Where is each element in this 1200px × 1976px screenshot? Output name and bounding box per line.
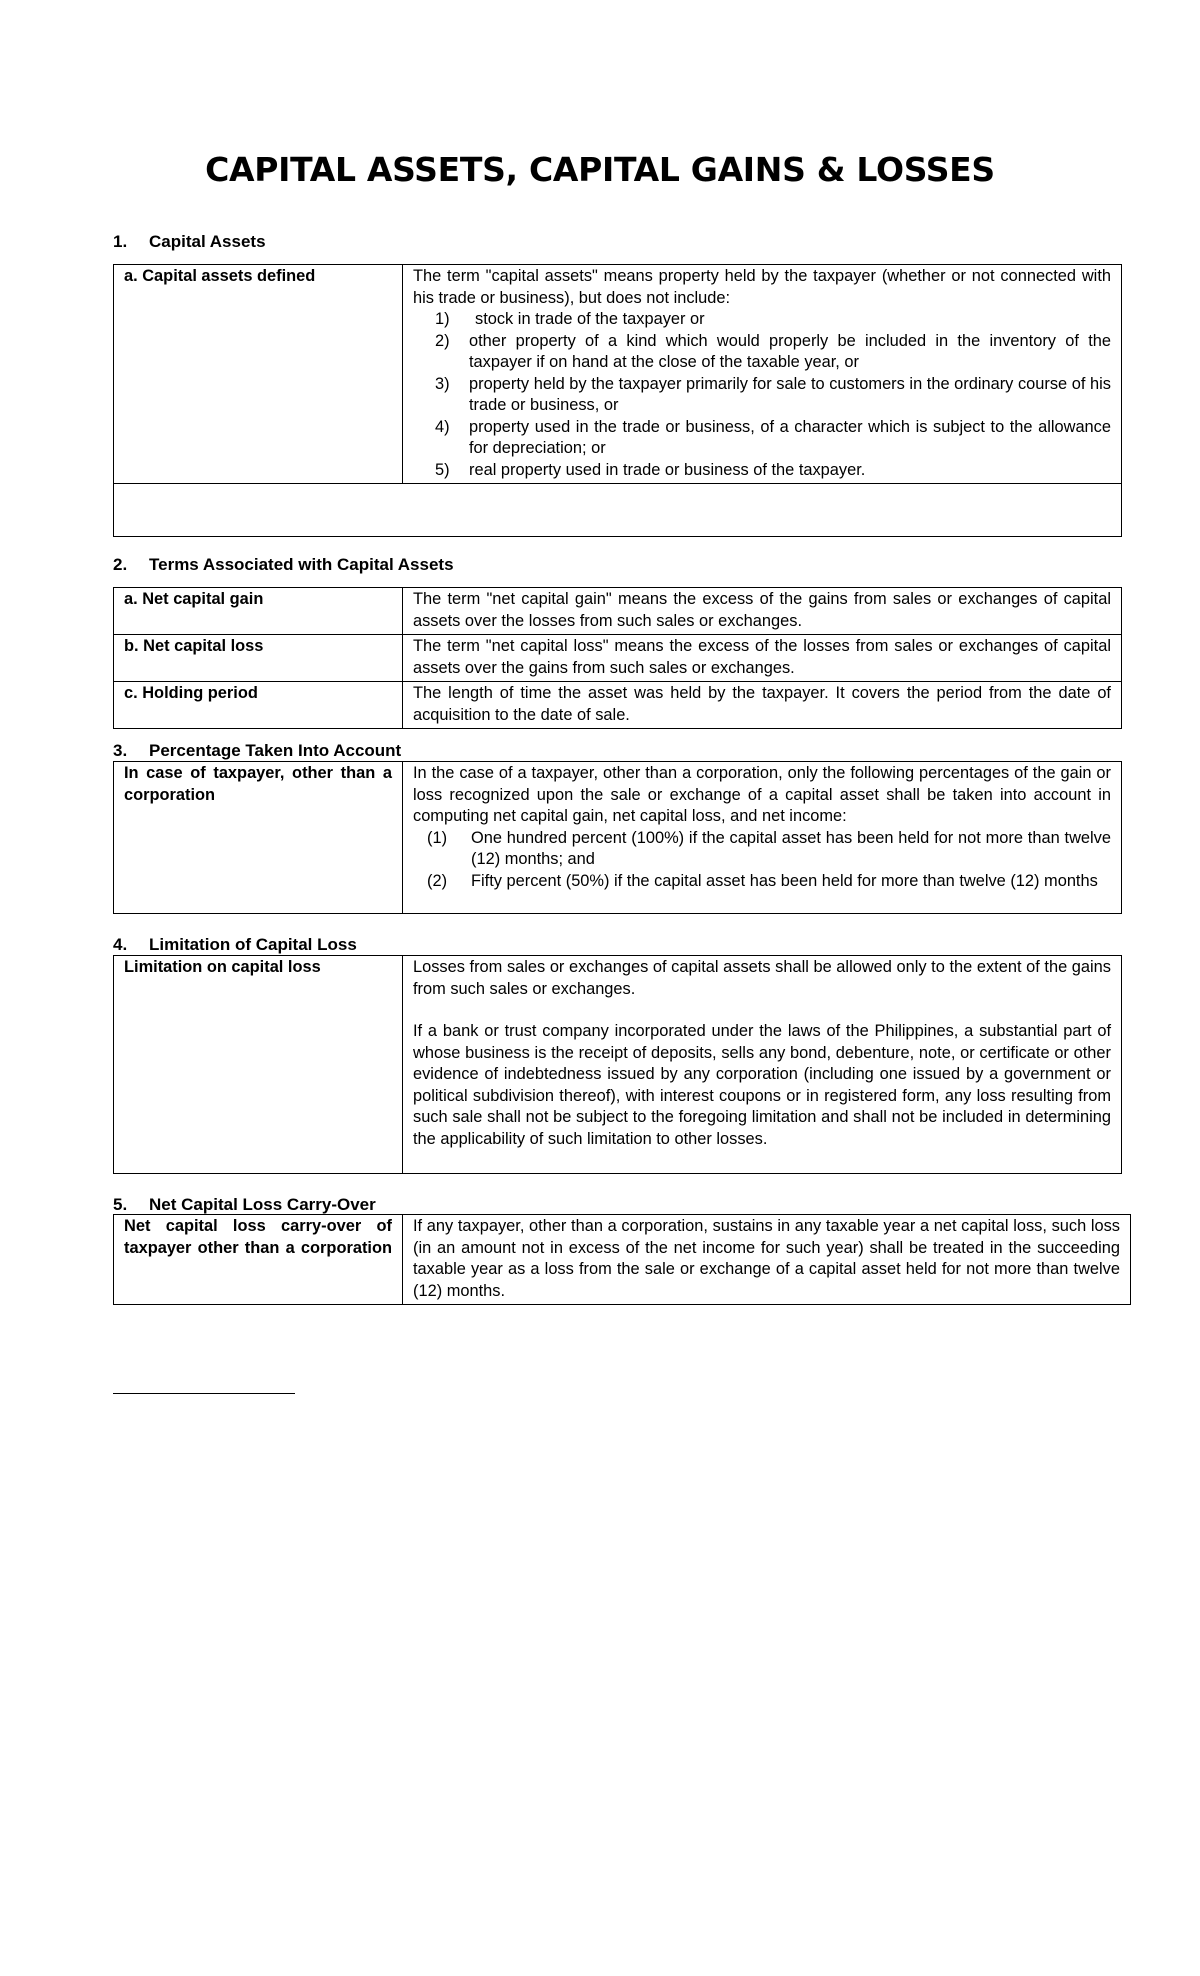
percentage-table: [113, 761, 1122, 914]
paragraph: Losses from sales or exchanges of capital assets shall be allowed only to the extent of the gains from such sales or exchanges.: [413, 958, 1111, 998]
limitation-table: [113, 955, 1122, 1174]
term-capital-assets-defined: a. Capital assets defined: [114, 265, 403, 484]
definition-limitation: [403, 956, 1122, 1174]
term-net-capital-loss: b. Net capital loss: [114, 635, 403, 682]
terms-table: [113, 587, 1122, 729]
definition-net-capital-gain: The term "net capital gain" means the excess of the gains from sales or exchanges of capital assets over the losses from such sales or exchanges.: [403, 588, 1122, 635]
term-net-capital-gain: a. Net capital gain: [114, 588, 403, 635]
section-title: Terms Associated with Capital Assets: [149, 555, 454, 574]
section-heading-capital-assets: [113, 232, 266, 252]
definition-percentage: [403, 762, 1122, 914]
definition-capital-assets: [403, 265, 1122, 484]
section-title: Capital Assets: [149, 232, 266, 251]
term-holding-period: c. Holding period: [114, 682, 403, 729]
section-title: Limitation of Capital Loss: [149, 935, 357, 954]
section-number: 3.: [113, 741, 128, 760]
section-number: 2.: [113, 555, 128, 574]
footnote-separator: [113, 1393, 295, 1394]
definition-net-capital-loss: The term "net capital loss" means the excess of the losses from sales or exchanges of capital assets over the gains from such sales or exchanges.: [403, 635, 1122, 682]
term-net-capital-loss-carry-over: Net capital loss carry-over of taxpayer other than a corporation: [114, 1215, 403, 1305]
capital-assets-table: [113, 264, 1122, 537]
exclusion-list: [413, 309, 1111, 481]
percentage-list: [413, 828, 1111, 893]
list-item: 4) property used in the trade or business, of a character which is subject to the allowance for depreciation; or: [435, 417, 1111, 457]
list-item: (1) One hundred percent (100%) if the capital asset has been held for not more than twelve (12) months; and: [427, 828, 1111, 868]
list-item: (2) Fifty percent (50%) if the capital asset has been held for more than twelve (12) months: [427, 871, 1098, 890]
section-title: Percentage Taken Into Account: [149, 741, 402, 760]
term-limitation-on-capital-loss: Limitation on capital loss: [114, 956, 403, 1174]
section-heading-carry-over: [113, 1195, 376, 1215]
section-heading-percentage: [113, 741, 401, 761]
page-title: CAPITAL ASSETS, CAPITAL GAINS & LOSSES: [205, 150, 995, 189]
list-item: 2) other property of a kind which would properly be included in the inventory of the taxpayer if on hand at the close of the taxable year, or: [435, 331, 1111, 371]
term-taxpayer-other-than-corporation: In case of taxpayer, other than a corporation: [114, 762, 403, 914]
paragraph: If a bank or trust company incorporated under the laws of the Philippines, a substantial part of whose business is the receipt of deposits, sells any bond, debenture, note, or certificate or other evidence of indebtedness issued by any corporation (including one issued by a government or political subdivision thereof), with interest coupons or in registered form, any loss resulting from such sale shall not be subject to the foregoing limitation and shall not be included in determining the applicability of such limitation to other losses.: [413, 1022, 1111, 1148]
list-item: 3) property held by the taxpayer primarily for sale to customers in the ordinary course of his trade or business, or: [435, 374, 1111, 414]
section-number: 5.: [113, 1195, 128, 1214]
definition-intro: The term "capital assets" means property held by the taxpayer (whether or not connected with his trade or business), but does not include:: [413, 267, 1111, 307]
empty-row: [114, 484, 1122, 537]
list-item: 1) stock in trade of the taxpayer or: [435, 310, 705, 328]
section-heading-terms: [113, 555, 454, 575]
definition-intro: In the case of a taxpayer, other than a corporation, only the following percentages of the gain or loss recognized upon the sale or exchange of a capital asset shall be taken into account in computing net capital gain, net capital loss, and net income:: [413, 764, 1111, 825]
definition-carry-over: If any taxpayer, other than a corporation, sustains in any taxable year a net capital loss, such loss (in an amount not in excess of the net income for such year) shall be treated in the succeeding taxable year as a loss from the sale or exchange of a capital asset held for not more than twelve (12) months.: [403, 1215, 1131, 1305]
section-number: 4.: [113, 935, 128, 954]
section-heading-limitation: [113, 935, 357, 955]
definition-holding-period: The length of time the asset was held by the taxpayer. It covers the period from the date of acquisition to the date of sale.: [403, 682, 1122, 729]
section-number: 1.: [113, 232, 128, 251]
section-title: Net Capital Loss Carry-Over: [149, 1195, 376, 1214]
list-item: 5) real property used in trade or business of the taxpayer.: [435, 460, 866, 479]
carry-over-table: [113, 1214, 1131, 1305]
